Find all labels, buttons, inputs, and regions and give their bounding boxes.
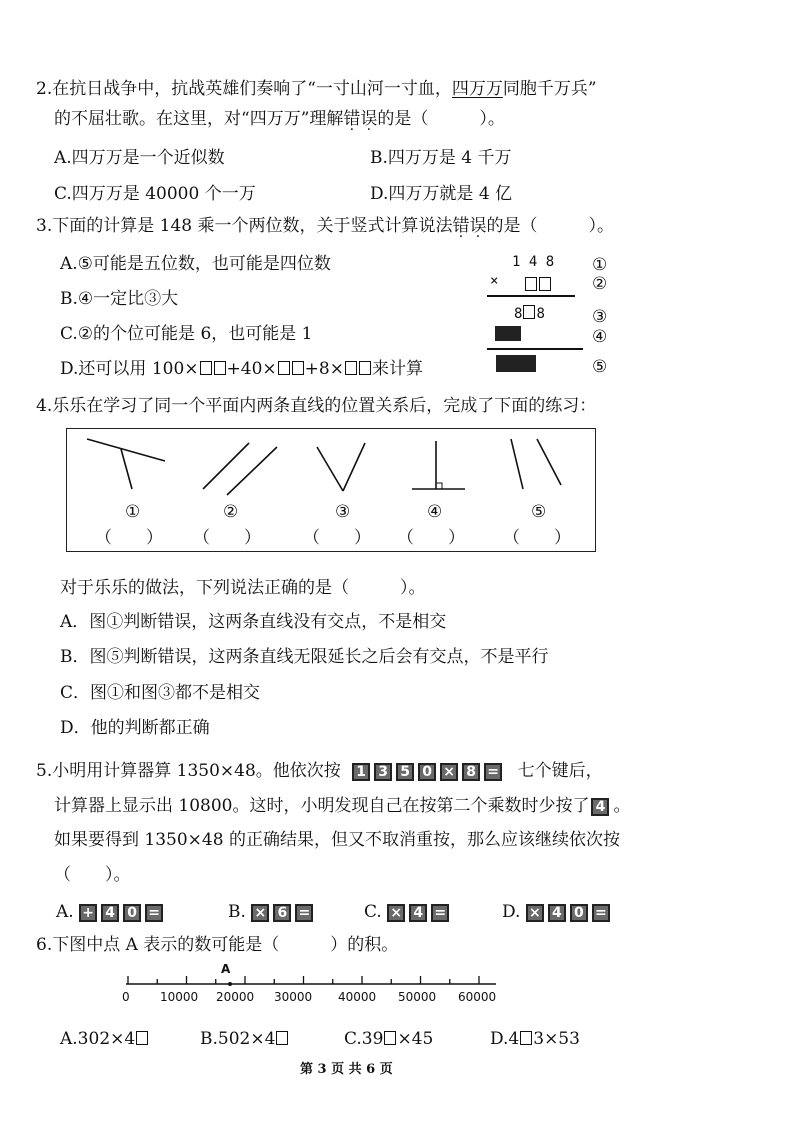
q6-option-c: C.39 ×45 [344, 1029, 434, 1049]
point-a-dot [228, 982, 232, 986]
partial-2-hidden [495, 326, 521, 341]
circle-5: ⑤ [592, 357, 608, 377]
q3-option-d: D.还可以用 100× +40× +8× 来计算 [60, 359, 423, 379]
q3-option-b: B.④一定比③大 [60, 289, 179, 309]
q2-option-d: D.四万万就是 4 亿 [370, 184, 513, 204]
q5-key-sequence [352, 761, 511, 781]
q5-option-c: C. × 4 = [364, 901, 453, 923]
tick-label-0: 0 [122, 990, 130, 1004]
multiplier-boxes [524, 275, 552, 294]
fig-label-2: ② [223, 502, 239, 522]
tick-label-10000: 10000 [160, 990, 199, 1004]
q5-line2: 计算器上显示出 10800。这时，小明发现自己在按第二个乘数时少按了 4 。 [54, 796, 631, 816]
q3-option-a: A.⑤可能是五位数，也可能是四位数 [60, 254, 331, 274]
page-footer: 第 3 页 共 6 页 [300, 1062, 393, 1077]
q5-option-a: A. + 4 0 = [56, 901, 167, 923]
fig-label-3: ③ [335, 502, 351, 522]
q5-line4: （ ）。 [54, 865, 131, 885]
q6-option-b: B.502×4 [200, 1028, 289, 1050]
q2-option-c: C.四万万是 40000 个一万 [54, 184, 256, 204]
product-hidden [496, 355, 536, 372]
q6-option-a: A.302×4 [60, 1028, 149, 1050]
point-a-label: A [221, 962, 231, 976]
q5-line3: 如果要得到 1350×48 的正确结果，但又不取消重按，那么应该继续依次按 [54, 830, 620, 850]
fig-answer-5[interactable]: （ ） [503, 528, 571, 548]
circle-4: ④ [592, 327, 608, 347]
rule-1 [487, 295, 575, 297]
q5-option-d: D. × 4 0 = [502, 901, 614, 923]
q4-question: 对于乐乐的做法，下列说法正确的是（ ）。 [60, 578, 426, 598]
key-0: 0 [418, 763, 436, 781]
key-4-missed: 4 [591, 798, 609, 816]
key-5: 5 [396, 763, 414, 781]
key-equals: = [484, 763, 502, 781]
key-8: 8 [462, 763, 480, 781]
q4-option-b: B．图⑤判断错误，这两条直线无限延长之后会有交点，不是平行 [60, 647, 549, 667]
q3-stem: 3.下面的计算是 148 乘一个两位数，关于竖式计算说法错误的是（ ）。 [36, 216, 614, 236]
fig-label-5: ⑤ [531, 502, 547, 522]
fig2-line-a [203, 443, 249, 489]
rule-2 [487, 348, 583, 350]
tick-label-30000: 30000 [274, 990, 313, 1004]
fig-answer-4[interactable]: （ ） [397, 528, 465, 548]
q4-figure-box [66, 428, 596, 552]
key-times: × [440, 763, 458, 781]
fig-answer-3[interactable]: （ ） [303, 528, 371, 548]
q5-line1: 5.小明用计算器算 1350×48。他依次按 1 3 5 0 × 8 = 七个键后， [36, 761, 603, 781]
fig-label-1: ① [125, 502, 141, 522]
q3-option-c: C.②的个位可能是 6，也可能是 1 [60, 324, 313, 344]
fig1-line-a [87, 439, 165, 461]
q4-option-d: D．他的判断都正确 [60, 718, 210, 738]
q4-option-c: C．图①和图③都不是相交 [60, 683, 261, 703]
q2-line1: 2.在抗日战争中，抗战英雄们奏响了“一寸山河一寸血，四万万同胞千万兵” [36, 79, 597, 99]
fig-answer-1[interactable]: （ ） [95, 528, 163, 548]
q2-option-a: A.四万万是一个近似数 [54, 148, 225, 168]
fig3-line-a [317, 447, 343, 491]
fig3-line-b [343, 443, 365, 491]
multiplicand: 1 4 8 [512, 254, 555, 270]
circle-1: ① [592, 255, 608, 275]
fig1-line-b [121, 449, 132, 489]
tick-label-50000: 50000 [398, 990, 437, 1004]
q2-option-b: B.四万万是 4 千万 [370, 148, 512, 168]
fig5-line-a [511, 439, 523, 489]
key-3: 3 [374, 763, 392, 781]
times-sign: × [490, 273, 499, 289]
q4-stem: 4.乐乐在学习了同一个平面内两条直线的位置关系后，完成了下面的练习： [36, 396, 597, 416]
fig2-line-b [227, 447, 277, 495]
q6-stem: 6.下图中点 A 表示的数可能是（ ）的积。 [36, 935, 399, 955]
circle-3: ③ [592, 307, 608, 327]
key-1: 1 [352, 763, 370, 781]
q2-line2: 的不屈壮歌。在这里，对“四万万”理解错误的是（ ）。 [54, 109, 505, 129]
tick-label-20000: 20000 [216, 990, 255, 1004]
tick-label-60000: 60000 [458, 990, 497, 1004]
partial-1: 8 8 [514, 306, 545, 322]
q6-option-d: D.4 3×53 [490, 1029, 580, 1049]
fig-label-4: ④ [427, 502, 443, 522]
tick-label-40000: 40000 [338, 990, 377, 1004]
q2-underlined: 四万万 [451, 79, 503, 99]
q4-option-a: A．图①判断错误，这两条直线没有交点，不是相交 [60, 612, 447, 632]
fig5-line-b [537, 439, 561, 485]
q5-option-b: B. × 6 = [228, 901, 317, 923]
fig-answer-2[interactable]: （ ） [193, 528, 261, 548]
circle-2: ② [592, 274, 608, 294]
